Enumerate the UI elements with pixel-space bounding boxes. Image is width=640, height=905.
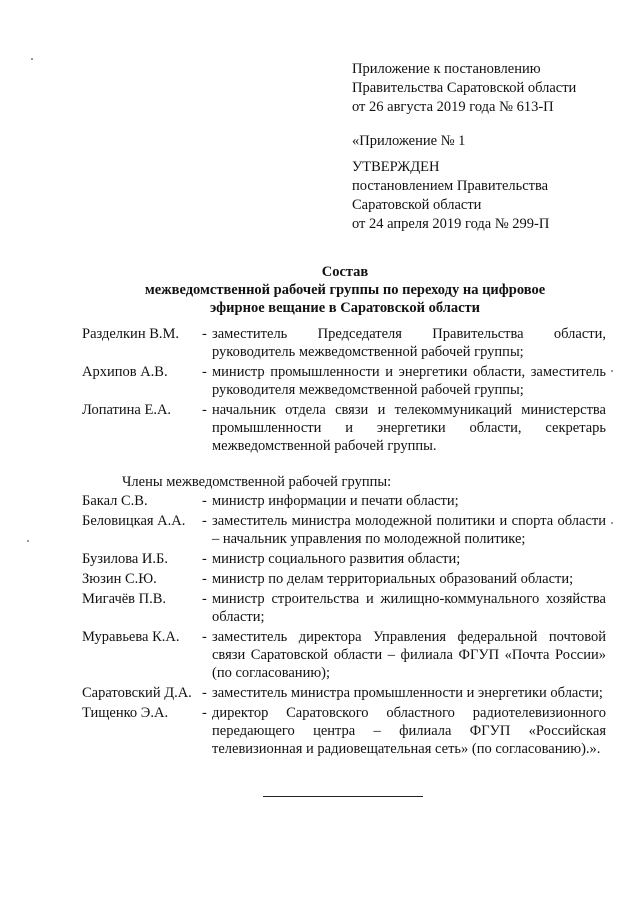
member-name: Беловицкая А.А. [82,513,186,529]
member-dash: - [202,493,207,509]
member-role: заместитель директора Управления федеральной почтовой связи Саратовской области – филиала ФГУП «Почта России» (по согласованию); [212,629,606,681]
annex-line-1: Приложение к постановлению [352,61,541,77]
closing-rule [263,796,423,797]
member-name: Разделкин В.М. [82,326,180,342]
members-heading: Члены межведомственной рабочей группы: [122,474,392,490]
scan-speck [611,370,613,372]
member-role: заместитель министра промышленности и энергетики области; [212,685,603,701]
list-item [82,325,606,361]
annex-line-3: от 26 августа 2019 года № 613-П [352,99,554,115]
member-dash: - [202,402,207,418]
approved-line-1: УТВЕРЖДЕН [352,159,440,175]
member-dash: - [202,571,207,587]
approved-line-4: от 24 апреля 2019 года № 299-П [352,216,550,232]
list-item [82,684,606,702]
list-item [82,550,606,568]
member-name: Архипов А.В. [82,364,168,380]
member-role: заместитель Председателя Правительства области, руководитель межведомственной рабочей группы; [212,326,606,360]
member-name: Бакал С.В. [82,493,148,509]
member-role: министр по делам территориальных образований области; [212,571,574,587]
member-dash: - [202,364,207,380]
annex-number: «Приложение № 1 [352,133,466,149]
member-role: министр социального развития области; [212,551,461,567]
approved-line-3: Саратовской области [352,197,482,213]
title-line-1: Состав [321,264,369,280]
member-role: министр информации и печати области; [212,493,459,509]
scan-speck [611,522,613,524]
member-name: Зюзин С.Ю. [82,571,157,587]
approved-line-2: постановлением Правительства [352,178,549,194]
member-role: начальник отдела связи и телекоммуникаций министерства промышленности и энергетики области, секретарь межведомственной рабочей группы. [212,402,606,454]
member-name: Муравьева К.А. [82,629,180,645]
approval-block [352,158,549,234]
list-item [82,628,606,682]
member-dash: - [202,551,207,567]
member-dash: - [202,591,207,607]
title-line-3: эфирное вещание в Саратовской области [209,300,481,316]
title-line-2: межведомственной рабочей группы по переходу на цифровое [144,282,546,298]
leaders-list [82,325,606,760]
list-item [82,492,606,510]
member-name: Лопатина Е.А. [82,402,172,418]
member-name: Бузилова И.Б. [82,551,168,567]
annex-header [352,60,576,117]
member-dash: - [202,685,207,701]
member-dash: - [202,629,207,645]
member-name: Саратовский Д.А. [82,685,192,701]
list-item [82,590,606,626]
list-item [82,401,606,455]
member-role: заместитель министра молодежной политики и спорта области – начальник управления по молодежной политике; [212,513,606,547]
member-role: директор Саратовского областного радиотелевизионного передающего центра – филиала ФГУП «Российская телевизионная и радиовещательная сеть» (по согласованию).». [212,705,606,757]
member-dash: - [202,513,207,529]
member-name: Мигачёв П.В. [82,591,167,607]
list-item [82,363,606,399]
member-name: Тищенко Э.А. [82,705,169,721]
document-title [80,263,610,317]
list-item [82,704,606,758]
annex-line-2: Правительства Саратовской области [352,80,577,96]
member-role: министр строительства и жилищно-коммунального хозяйства области; [212,591,606,625]
scan-speck [27,540,29,542]
member-dash: - [202,326,207,342]
member-dash: - [202,705,207,721]
list-item [82,512,606,548]
member-role: министр промышленности и энергетики области, заместитель руководителя межведомственной рабочей группы; [212,364,606,398]
scan-speck [31,58,33,60]
list-item [82,570,606,588]
